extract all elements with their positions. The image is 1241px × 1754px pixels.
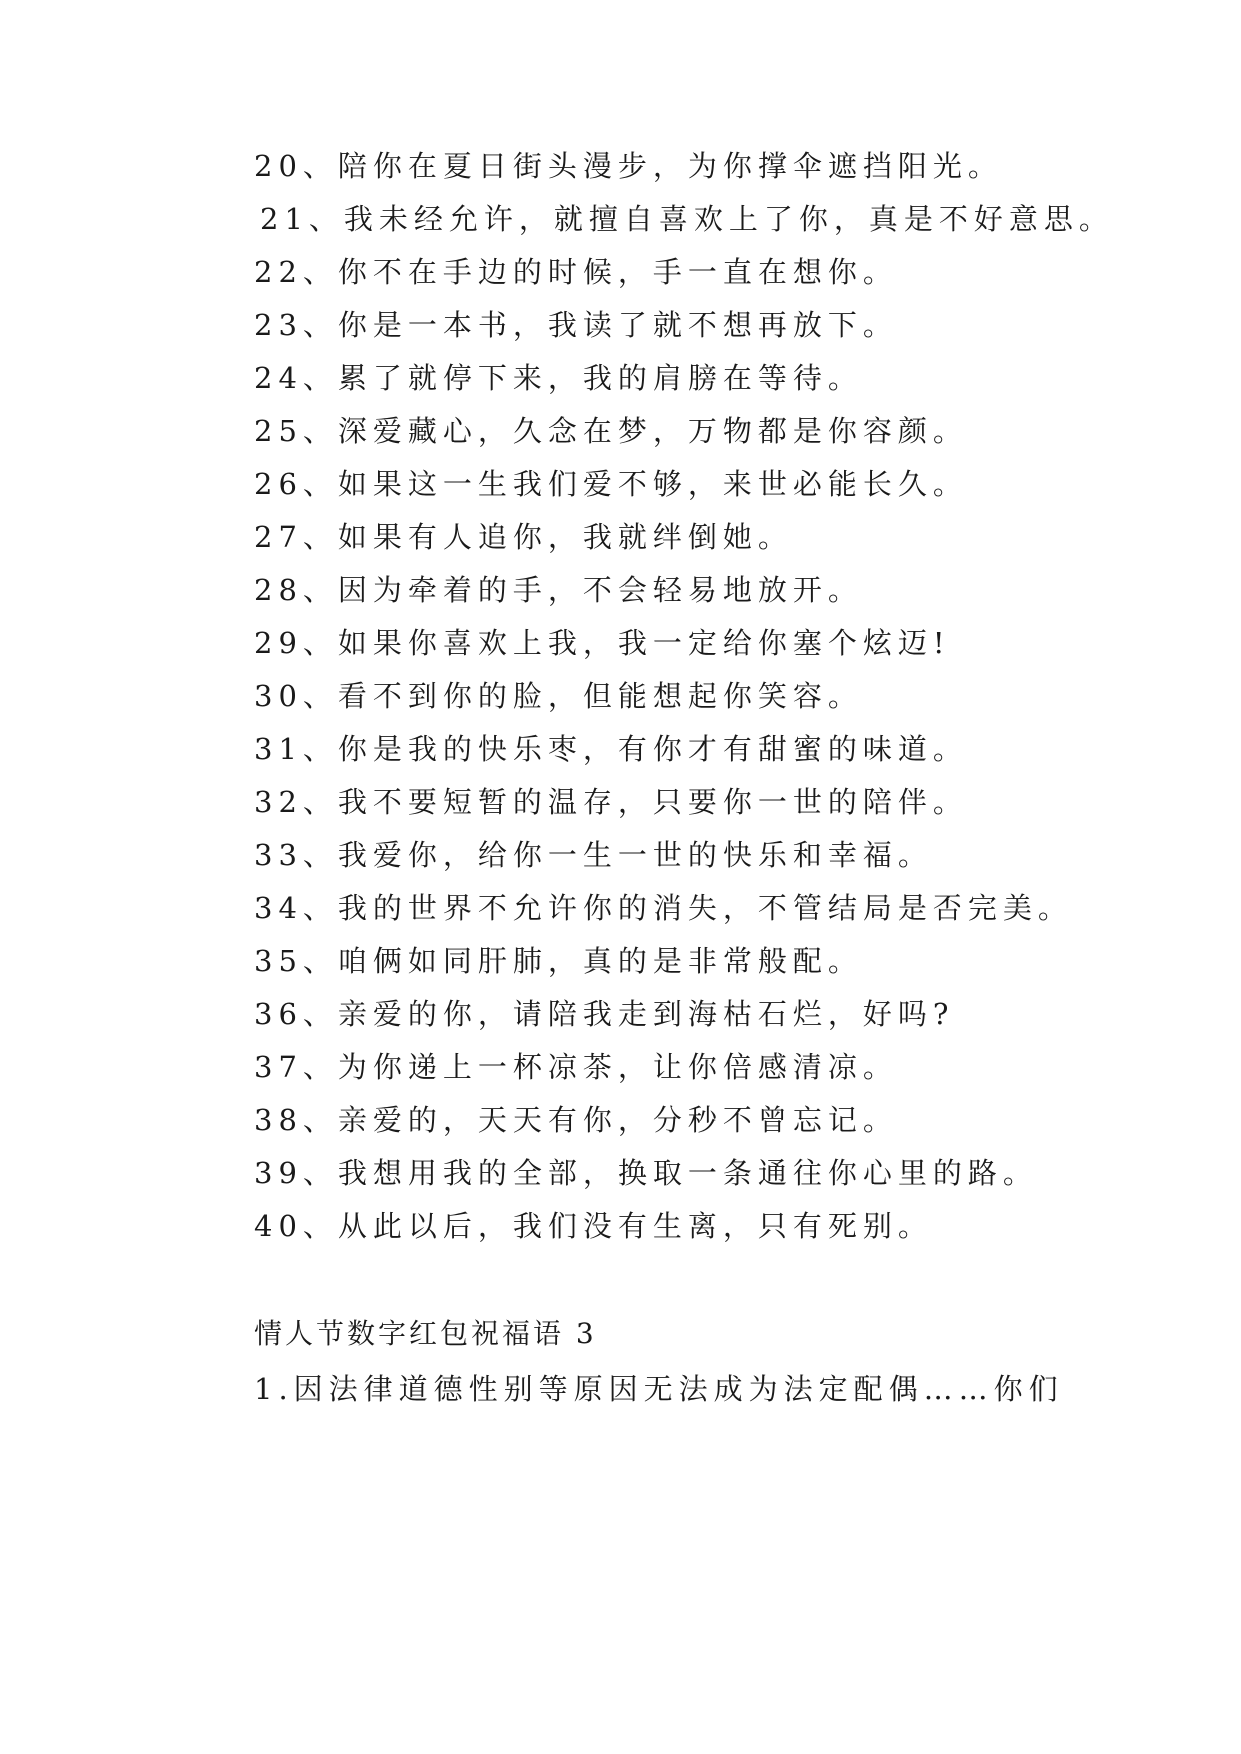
list-item: 23、你是一本书，我读了就不想再放下。 [254,308,898,342]
list-item: 39、我想用我的全部，换取一条通往你心里的路。 [254,1156,1038,1190]
list-item: 40、从此以后，我们没有生离，只有死别。 [254,1209,933,1243]
list-item: 31、你是我的快乐枣，有你才有甜蜜的味道。 [254,732,968,766]
list-item: 1.因法律道德性别等原因无法成为法定配偶……你们 [254,1372,1064,1406]
list-item: 25、深爱藏心，久念在梦，万物都是你容颜。 [254,414,968,448]
list-item: 37、为你递上一杯凉茶，让你倍感清凉。 [254,1050,898,1084]
list-item: 28、因为牵着的手，不会轻易地放开。 [254,573,863,607]
list-item: 24、累了就停下来，我的肩膀在等待。 [254,361,863,395]
list-item: 34、我的世界不允许你的消失，不管结局是否完美。 [254,891,1073,925]
list-item: 33、我爱你，给你一生一世的快乐和幸福。 [254,838,933,872]
list-item: 26、如果这一生我们爱不够，来世必能长久。 [254,467,968,501]
list-item: 30、看不到你的脸，但能想起你笑容。 [254,679,863,713]
list-item: 27、如果有人追你，我就绊倒她。 [254,520,793,554]
list-item: 22、你不在手边的时候，手一直在想你。 [254,255,898,289]
section-heading: 情人节数字红包祝福语 3 [254,1317,597,1350]
list-item: 21、我未经允许，就擅自喜欢上了你，真是不好意思。 [260,202,1114,236]
list-item: 32、我不要短暂的温存，只要你一世的陪伴。 [254,785,968,819]
list-item: 35、咱俩如同肝肺，真的是非常般配。 [254,944,863,978]
list-item: 29、如果你喜欢上我，我一定给你塞个炫迈! [254,626,951,660]
list-item: 38、亲爱的，天天有你，分秒不曾忘记。 [254,1103,898,1137]
list-item: 20、陪你在夏日街头漫步，为你撑伞遮挡阳光。 [254,149,1003,183]
list-item: 36、亲爱的你，请陪我走到海枯石烂，好吗? [254,997,955,1031]
